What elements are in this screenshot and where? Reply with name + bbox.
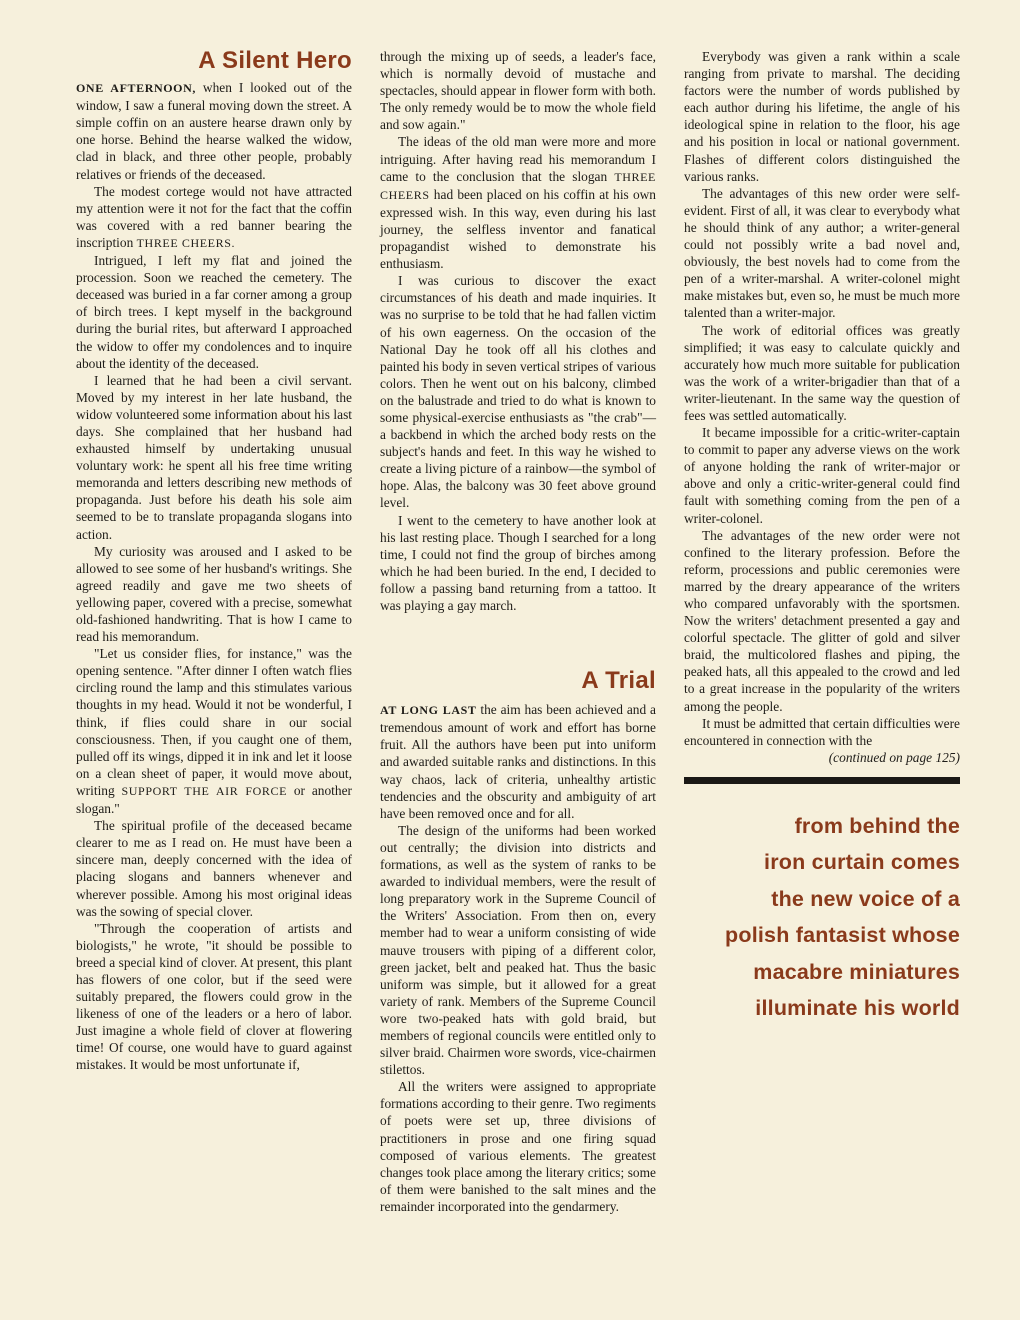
continued-link[interactable]: (continued on page 125)	[828, 749, 960, 765]
promo-line: iron curtain comes	[764, 850, 960, 875]
promo-line: macabre miniatures	[753, 959, 960, 984]
promo-line: polish fantasist whose	[725, 923, 960, 948]
paragraph: AT LONG LAST the aim has been achieved and a tremendous amount of work and effort has borne fruit. All the authors have been put into uniform and awarded suitable ranks and distinctions. In this way chaos, lack of criteria, unhealthy artistic tendencies and the obscurity and ambiguity of art have been removed once and for all.	[380, 702, 657, 821]
paragraph: The modest cortege would not have attracted my attention were it not for the fact that the coffin was covered with a red banner bearing the inscription THREE CHEERS.	[76, 183, 352, 250]
paragraph: The advantages of this new order were self-evident. First of all, it was clear to everybody what he should think of any author; a writer-general could not possibly write a bad novel and, obviously, the best novels had to come from the pen of a writer-marshal. A writer-colonel might make mistakes but, even so, he must be much more talented than a writer-major.	[684, 185, 960, 321]
promo-line: from behind the	[794, 813, 960, 838]
slogan: THREE CHEERS.	[136, 235, 236, 250]
slogan: THREE CHEERS	[380, 169, 656, 202]
column-1	[76, 48, 352, 1215]
lead-in: AT LONG LAST	[380, 703, 477, 718]
column-3	[684, 48, 960, 1215]
paragraph: "Let us consider flies, for instance," was the opening sentence. "After dinner I often watch flies circling round the lamp and this stimulates various thoughts in my head. Would it not be wonderful, I think, if flies could share in our social consciousness. Then, if you caught one of them, pulled off its wings, dipped it in ink and let it loose on a clean sheet of paper, it would move about, writing SUPPORT THE AIR FORCE or another slogan."	[76, 646, 352, 817]
paragraph: My curiosity was aroused and I asked to be allowed to see some of her husband's writings. She agreed readily and gave me two sheets of yellowing paper, covered with a precise, somewhat old-fashioned handwriting. That is how I came to read his memorandum.	[76, 543, 352, 645]
paragraph: The work of editorial offices was greatly simplified; it was easy to calculate quickly and accurately how much more suitable for publication was the work of a writer-brigadier than that of a writer-lieutenant. In the same way the question of fees was settled automatically.	[684, 322, 960, 423]
article-title-silent-hero: A Silent Hero	[198, 47, 352, 74]
paragraph: The advantages of the new order were not confined to the literary profession. Before the reform, processions and public ceremonies were marred by the dreary appearance of the writers who compared unfavorably with the sportsmen. Now the writers' detachment presented a gay and colorful spectacle. The glitter of gold and silver braid, the multicolored flashes and piping, the peaked hats, all this appealed to the crowd and led to a great increase in the popularity of the writers among the people.	[684, 527, 960, 714]
column-2	[380, 48, 656, 1215]
paragraph: Everybody was given a rank within a scale ranging from private to marshal. The deciding factors were the number of words published by each author during his lifetime, the angle of his ideological spine in relation to the floor, his age and his position in local or national government. Flashes of different colors distinguished the various ranks.	[684, 49, 960, 184]
article-title-a-trial: A Trial	[581, 667, 656, 695]
promo-blurb	[684, 808, 960, 1027]
paragraph: through the mixing up of seeds, a leader's face, which is normally devoid of mustache and spectacles, should appear in flower form with both. The only remedy would be to mow the whole field and sow again."	[380, 49, 656, 133]
slogan: SUPPORT THE AIR FORCE	[121, 783, 288, 798]
paragraph: "Through the cooperation of artists and biologists," he wrote, "it should be possible to breed a special kind of clover. At present, this plant has flowers of one color, but if the seed were suitably prepared, the flowers could grow in the likeness of one of the leaders or a hero of labor. Just imagine a whole field of clover at flowering time! Of course, one would have to guard against mistakes. It would be most unfortunate if,	[76, 920, 352, 1073]
paragraph: I went to the cemetery to have another look at his last resting place. Though I searched for a long time, I could not find the group of birches among which he had been buried. In the end, I decided to follow a passing band returning from a tattoo. It was playing a gay march.	[380, 512, 656, 613]
paragraph: I was curious to discover the exact circumstances of his death and made inquiries. It was no surprise to be told that he had fallen victim of his own eagerness. On the occasion of the National Day he took off all his clothes and painted his body in seven vertical stripes of various colors. Then he went out on his balcony, climbed on the balustrade and tried to do what is known to some physical-exercise enthusiasts as "the crab"—a backbend in which the arched body rests on the subject's hands and feet. In this way he wished to create a living picture of a rainbow—the symbol of hope. Alas, the balcony was 30 feet above ground level.	[380, 273, 656, 511]
paragraph: The design of the uniforms had been worked out centrally; the division into districts and formations, as well as the system of ranks to be awarded to individual members, were the result of long preparatory work in the Supreme Council of the Writers' Association. From then on, every member had to wear a uniform consisting of wide mauve trousers with piping of a different color, green jacket, belt and peaked hat. Thus the basic uniform was simple, but it allowed for a great variety of rank. Members of the Supreme Council wore two-peaked hats with gold braid, but members of regional councils were entitled only to silver braid. Chairmen wore swords, vice-chairmen stilettos.	[380, 822, 656, 1078]
paragraph: It must be admitted that certain difficulties were encountered in connection with the (continued on page 125)	[684, 715, 960, 765]
paragraph: All the writers were assigned to appropriate formations according to their genre. Two regiments of poets were set up, three divisions of practitioners in prose and one firing squad composed of various elements. The greatest changes took place among the literary critics; some of them were banished to the salt mines and the remainder incorporated into the gendarmery.	[380, 1079, 656, 1214]
divider-rule	[684, 777, 960, 784]
lead-in: ONE AFTERNOON,	[76, 81, 196, 96]
paragraph: I learned that he had been a civil servant. Moved by my interest in her late husband, the widow volunteered some information about his last days. She complained that her husband had exhausted himself by undertaking unusual voluntary work: he spent all his free time writing memoranda and letters describing new methods of propaganda. Just before his death his sole aim seemed to be to translate propaganda slogans into action.	[76, 372, 352, 542]
promo-line: illuminate his world	[755, 996, 960, 1021]
paragraph: It became impossible for a critic-writer-captain to commit to paper any adverse views on the work of anyone holding the rank of writer-major or above and only a critic-writer-general could find fault with something coming from the pen of a writer-colonel.	[684, 425, 960, 526]
paragraph: Intrigued, I left my flat and joined the procession. Soon we reached the cemetery. The deceased was buried in a far corner among a group of birch trees. I kept myself in the background during the burial rites, but afterward I approached the widow to offer my condolences and to inquire about the identity of the deceased.	[76, 253, 352, 371]
paragraph: The spiritual profile of the deceased became clearer to me as I read on. He must have been a sincere man, deeply concerned with the idea of placing slogans and banners whenever and wherever possible. Among his most original ideas was the sowing of special clover.	[76, 818, 352, 919]
paragraph: The ideas of the old man were more and more intriguing. After having read his memorandum I came to the conclusion that the slogan THREE CHEERS had been placed on his coffin at his own expressed wish. In this way, even during his last journey, the selfless inventor and fanatical propagandist wished to demonstrate his enthusiasm.	[380, 134, 656, 272]
three-column-layout	[76, 48, 960, 1215]
promo-line: the new voice of a	[771, 886, 960, 911]
paragraph: ONE AFTERNOON, when I looked out of the window, I saw a funeral moving down the street. A simple coffin on an austere hearse drawn only by one horse. Behind the hearse walked the widow, clad in black, and three other people, probably relatives or friends of the deceased.	[76, 80, 352, 182]
